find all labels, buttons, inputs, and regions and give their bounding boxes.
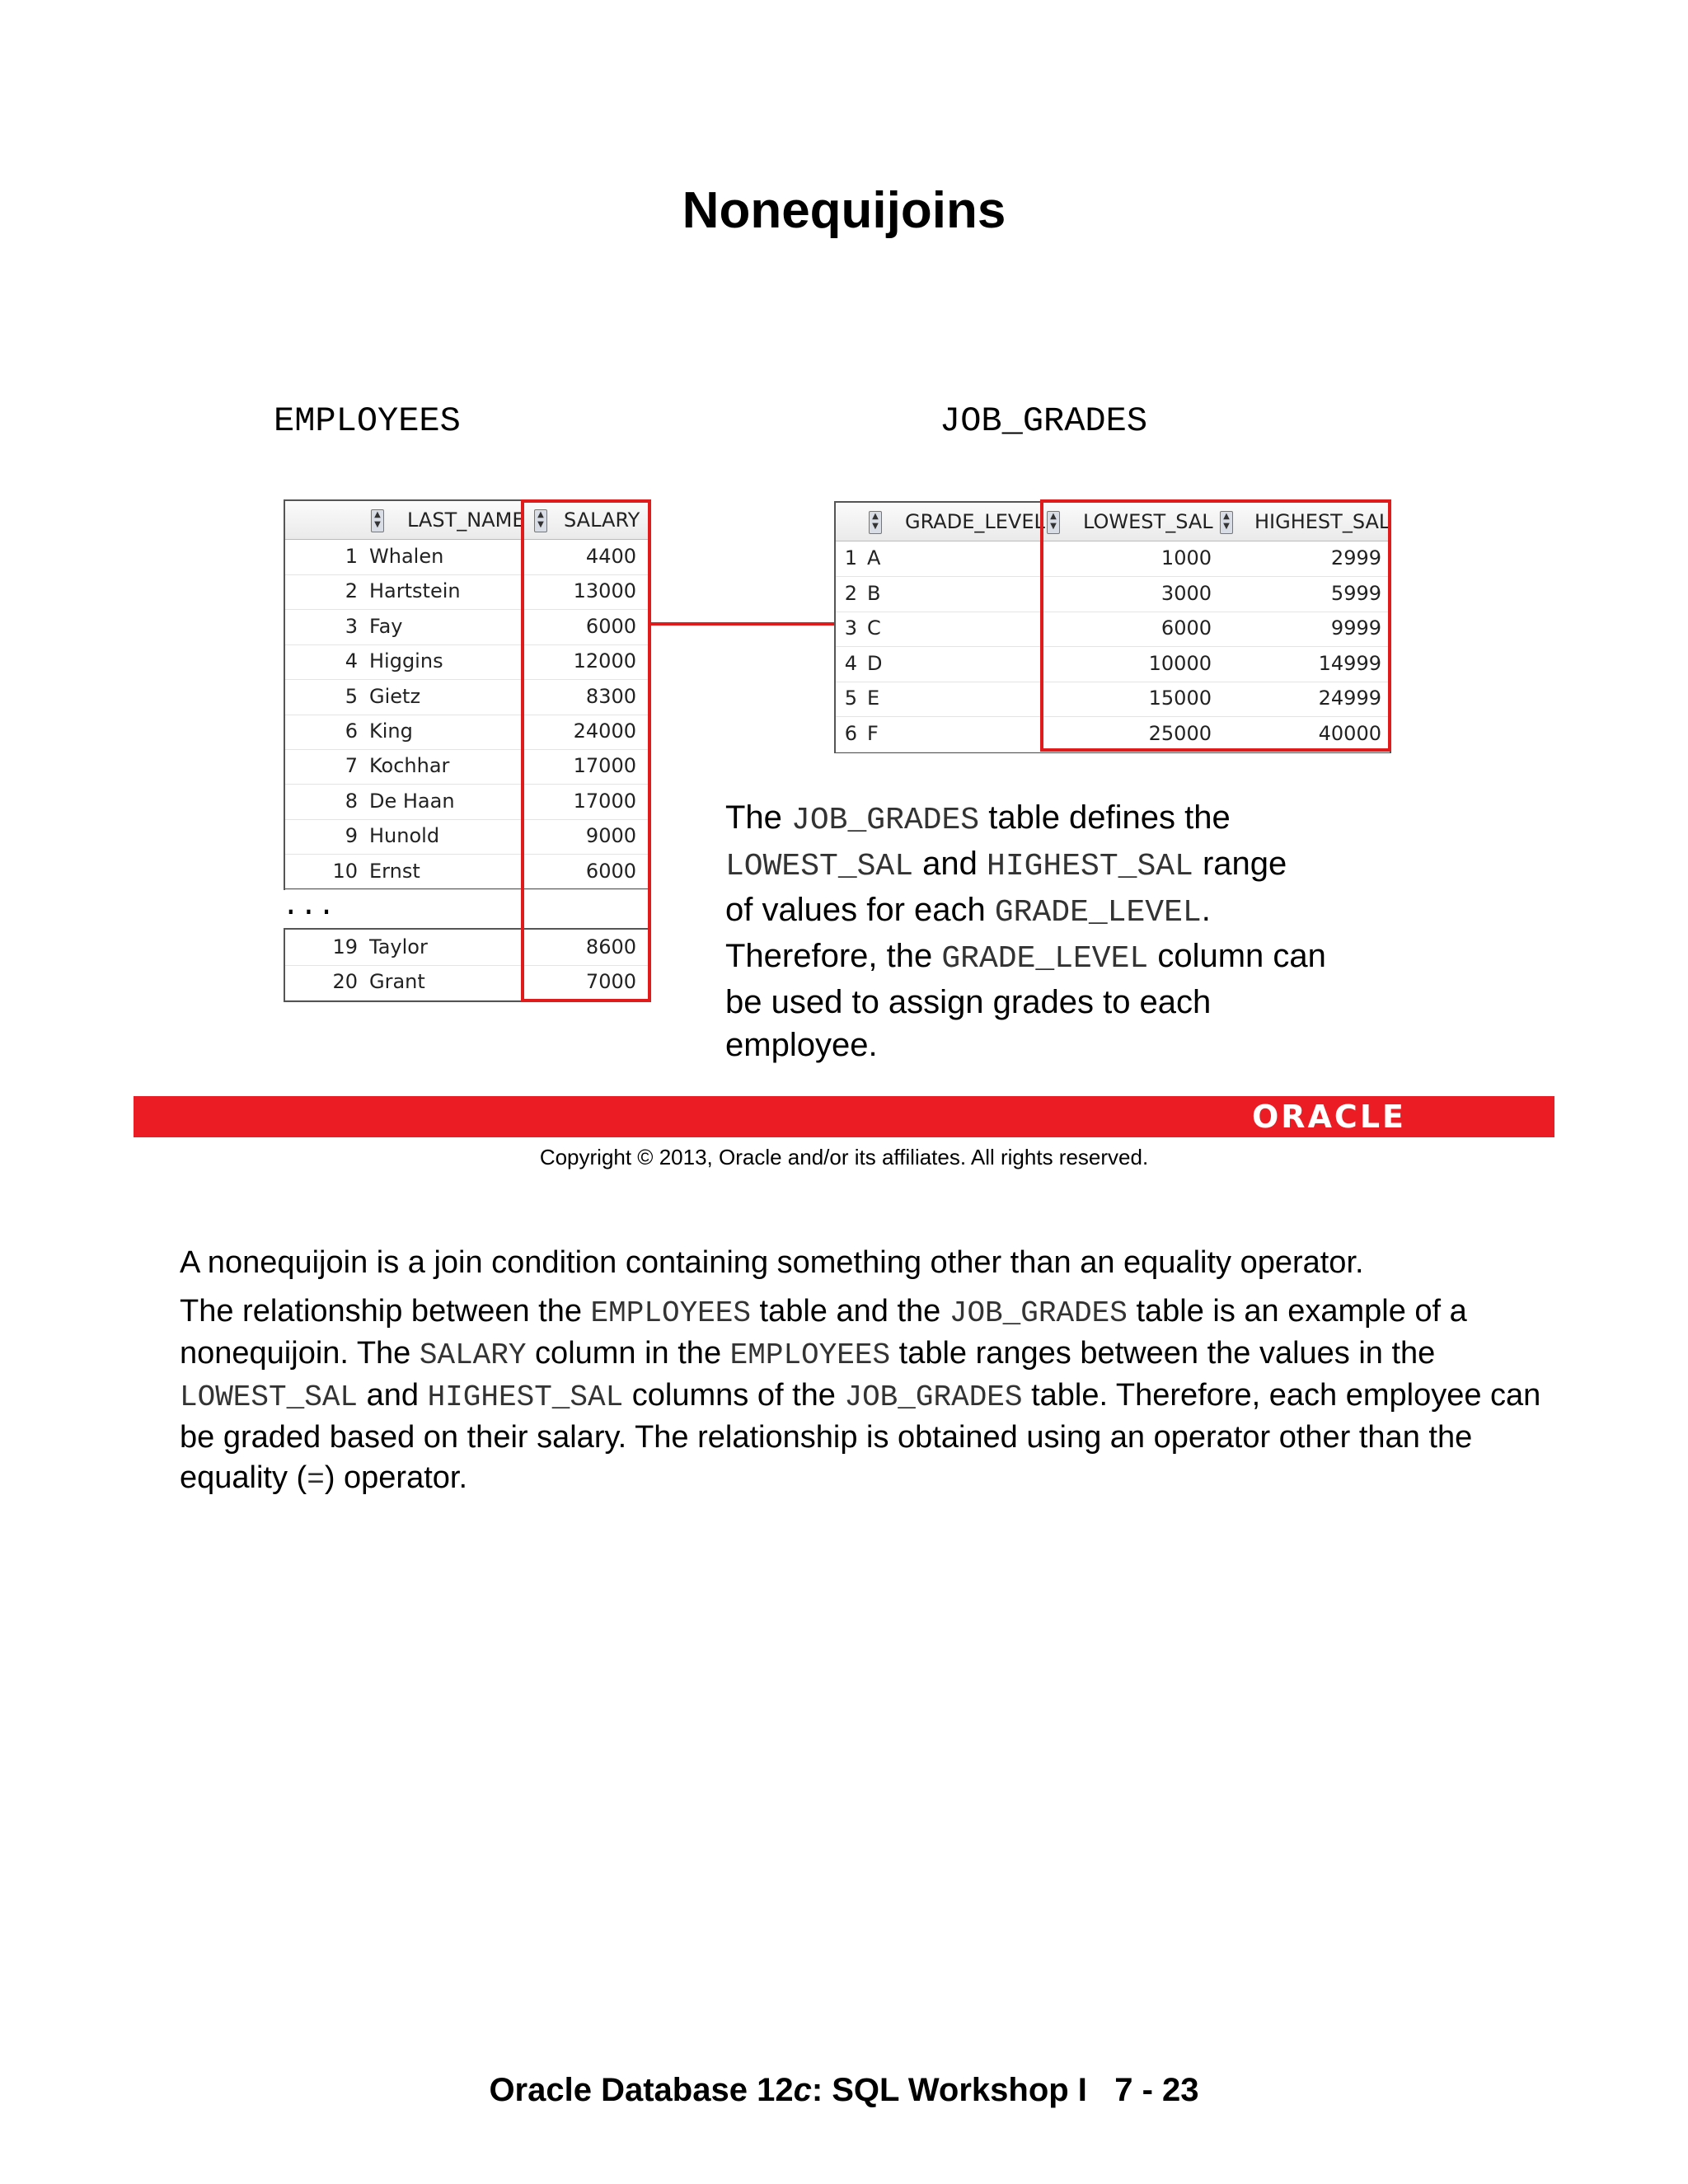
code: EMPLOYEES [729,1338,891,1372]
salary-cell: 6000 [585,614,636,638]
salary-highlight [521,499,651,1002]
text: The [725,799,792,836]
row-number: 10 [332,859,358,883]
lowest-sal-cell: 25000 [1148,722,1212,745]
text: table defines the [979,799,1231,836]
last-name-cell: Higgins [369,649,443,673]
text: columns of the [623,1378,845,1413]
sort-icon[interactable]: ▲ ▼ [371,509,384,532]
salary-cell: 12000 [573,649,636,673]
row-number: 5 [345,684,358,708]
lowest-sal-cell: 3000 [1160,581,1212,605]
sort-icon[interactable]: ▲ ▼ [869,511,882,534]
code: JOB_GRADES [949,1296,1128,1330]
text: column can [1148,938,1326,974]
column-header-grade-level[interactable]: GRADE_LEVEL [905,510,1045,533]
row-number: 7 [345,754,358,778]
highest-sal-cell: 5999 [1330,581,1381,605]
code: JOB_GRADES [844,1380,1023,1414]
code: JOB_GRADES [791,803,980,838]
copyright-notice: Copyright © 2013, Oracle and/or its affiliates. All rights reserved. [539,1145,1149,1169]
last-name-cell: Ernst [369,859,420,883]
highest-sal-cell: 9999 [1330,616,1381,640]
text: Therefore, the [725,938,942,974]
text: table. Therefore, each employee can be graded based on their salary. The relationship is obtained using an operator other than the equality ( [180,1378,1541,1495]
grade-cell: D [867,651,883,675]
grade-cell: B [867,581,881,605]
last-name-cell: De Haan [369,789,455,813]
salary-cell: 6000 [585,859,636,883]
lowest-sal-cell: 15000 [1148,687,1212,710]
row-number: 9 [345,824,358,848]
text: employee. [725,1027,878,1063]
row-number: 4 [345,649,358,673]
footer-text: : SQL Workshop I 7 - 23 [811,2072,1199,2108]
sort-icon[interactable]: ▲ ▼ [1220,511,1233,534]
sort-icon[interactable]: ▲ ▼ [1047,511,1060,534]
salary-cell: 8300 [585,684,636,708]
row-number: 3 [345,614,358,638]
lowest-sal-cell: 6000 [1160,616,1212,640]
job-grades-caption: JOB_GRADES [940,401,1148,441]
rows-ellipsis: ... [282,889,335,923]
code: HIGHEST_SAL [427,1380,624,1414]
row-number: 6 [844,722,857,745]
code: GRADE_LEVEL [941,941,1149,977]
page-footer [0,2070,1688,2110]
salary-cell: 17000 [573,754,636,778]
row-number: 4 [844,651,857,675]
text: of values for each [725,892,995,928]
last-name-cell: Hartstein [369,579,461,603]
salary-cell: 4400 [585,545,636,568]
notes-paragraph-1: A nonequijoin is a join condition containing something other than an equality operator. [180,1245,1364,1280]
code: SALARY [419,1338,527,1372]
last-name-cell: Taylor [369,935,428,958]
row-number: 5 [844,687,857,710]
row-number: 2 [345,579,358,603]
code: EMPLOYEES [590,1296,751,1330]
row-number: 2 [844,581,857,605]
text: be used to assign grades to each [725,984,1212,1020]
oracle-logo: ORACLE [1251,1099,1406,1135]
row-number: 1 [345,545,358,568]
code: HIGHEST_SAL [987,849,1193,884]
salary-cell: 17000 [573,789,636,813]
salary-cell: 13000 [573,579,636,603]
column-header-last-name[interactable]: LAST_NAME [407,509,525,532]
lowest-sal-cell: 10000 [1148,651,1212,675]
highest-sal-cell: 40000 [1318,722,1381,745]
last-name-cell: King [369,719,413,743]
salary-range-highlight [1040,499,1391,752]
footer-italic: c [793,2072,812,2108]
text: range [1193,846,1287,882]
code: GRADE_LEVEL [994,895,1202,930]
grade-cell: A [867,546,881,569]
row-number: 19 [332,935,358,958]
column-header-highest-sal[interactable]: HIGHEST_SAL [1254,510,1390,533]
highest-sal-cell: 24999 [1318,687,1381,710]
employees-caption: EMPLOYEES [274,401,461,441]
code: = [307,1463,325,1497]
page-title: Nonequijoins [682,182,1006,239]
text: The relationship between the [180,1294,591,1329]
grade-cell: E [867,687,880,710]
last-name-cell: Kochhar [369,754,450,778]
highest-sal-cell: 14999 [1318,651,1381,675]
salary-cell: 9000 [585,824,636,848]
arrow-icon [648,612,859,636]
footer-text: Oracle Database 12 [489,2072,794,2108]
callout-text [725,796,1401,1066]
last-name-cell: Gietz [369,684,421,708]
grade-cell: C [867,616,881,640]
last-name-cell: Whalen [369,545,444,568]
last-name-cell: Fay [369,614,403,638]
last-name-cell: Hunold [369,824,440,848]
code: LOWEST_SAL [725,849,914,884]
column-header-salary[interactable]: SALARY [564,509,640,532]
highest-sal-cell: 2999 [1330,546,1381,569]
text: table ranges between the values in the [890,1336,1436,1371]
row-number: 3 [844,616,857,640]
row-number: 20 [332,970,358,993]
text: table and the [750,1294,950,1329]
salary-cell: 7000 [585,970,636,993]
salary-cell: 24000 [573,719,636,743]
text: and [358,1378,428,1413]
text: . [1201,892,1211,928]
grade-cell: F [867,722,879,745]
notes-body [180,1243,1564,1508]
row-number: 6 [345,719,358,743]
last-name-cell: Grant [369,970,425,993]
column-header-lowest-sal[interactable]: LOWEST_SAL [1083,510,1213,533]
text: column in the [526,1336,730,1371]
text: ) operator. [324,1460,468,1495]
notes-paragraph-2 [180,1291,1564,1500]
lowest-sal-cell: 1000 [1160,546,1212,569]
sort-icon[interactable]: ▲ ▼ [534,509,547,532]
code: LOWEST_SAL [180,1380,359,1414]
salary-cell: 8600 [585,935,636,958]
text: table is an example of a nonequijoin. The [180,1294,1467,1371]
row-number: 8 [345,789,358,813]
text: and [913,846,987,882]
oracle-banner [134,1096,1554,1137]
row-number: 1 [844,546,857,569]
